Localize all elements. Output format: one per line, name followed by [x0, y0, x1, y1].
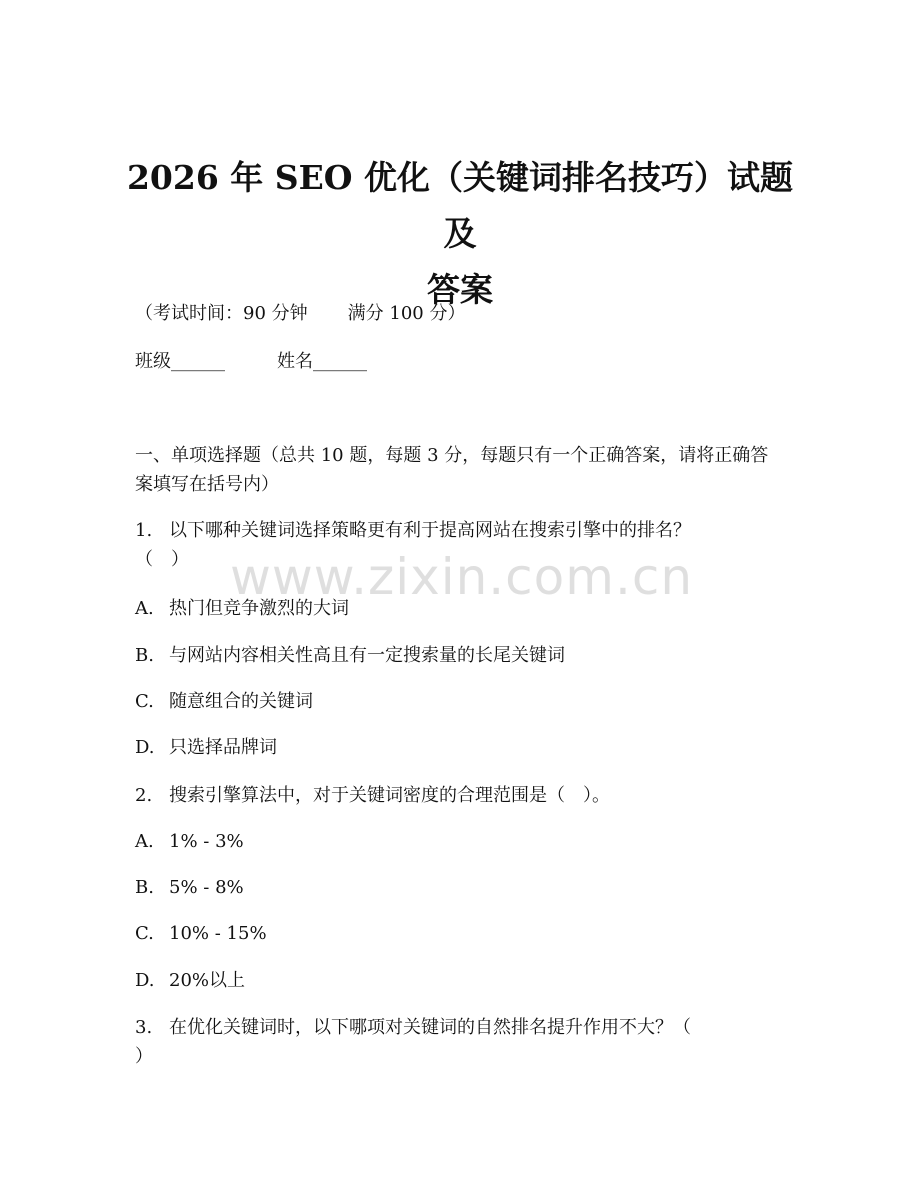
question-2: [135, 784, 610, 808]
option-letter: B.: [135, 645, 154, 666]
exam-time: （考试时间：90 分钟: [135, 303, 308, 324]
question-text: 在优化关键词时，以下哪项对关键词的自然排名提升作用不大？（: [169, 1017, 691, 1038]
section-header: 一、单项选择题（总共 10 题，每题 3 分，每题只有一个正确答案，请将正确答案填写在括号内）: [135, 445, 769, 495]
question-3: [135, 1016, 691, 1040]
title-line-2: 答案: [427, 270, 493, 309]
option-letter: B.: [135, 877, 154, 898]
page-title: [120, 150, 800, 318]
option-text: 随意组合的关键词: [169, 691, 313, 712]
option-text: 5% - 8%: [169, 877, 244, 898]
option-letter: D.: [135, 737, 155, 758]
option-text: 只选择品牌词: [169, 737, 277, 758]
question-number: 1.: [135, 520, 153, 541]
question-number: 3.: [135, 1017, 153, 1038]
question-2-option-c: [135, 922, 267, 946]
option-text: 与网站内容相关性高且有一定搜索量的长尾关键词: [169, 645, 565, 666]
option-letter: C.: [135, 923, 154, 944]
question-2-option-a: [135, 830, 244, 854]
question-1-option-c: [135, 690, 313, 714]
question-2-option-b: [135, 876, 244, 900]
option-letter: D.: [135, 970, 155, 991]
question-number: 2.: [135, 785, 153, 806]
option-text: 20%以上: [169, 970, 246, 991]
class-field-label: 班级______: [135, 351, 225, 372]
question-text: 以下哪种关键词选择策略更有利于提高网站在搜索引擎中的排名？: [169, 520, 691, 541]
option-letter: A.: [135, 598, 154, 619]
option-text: 10% - 15%: [169, 923, 267, 944]
question-1-option-b: [135, 644, 565, 668]
option-letter: A.: [135, 831, 154, 852]
full-score: 满分 100 分）: [347, 303, 466, 324]
watermark: www.zixin.com.cn: [230, 548, 694, 606]
question-1: [135, 519, 691, 543]
question-1-option-d: [135, 736, 277, 760]
option-text: 热门但竞争激烈的大词: [169, 598, 349, 619]
exam-info: [135, 302, 465, 326]
question-2-option-d: [135, 969, 245, 993]
option-text: 1% - 3%: [169, 831, 244, 852]
student-info-row: [135, 350, 367, 374]
option-letter: C.: [135, 691, 154, 712]
question-3-answer-blank: ）: [135, 1046, 153, 1067]
name-field-label: 姓名______: [277, 351, 367, 372]
question-text: 搜索引擎算法中，对于关键词密度的合理范围是（ ）。: [169, 785, 610, 806]
question-1-answer-blank: （ ）: [135, 549, 189, 570]
title-line-1: 2026 年 SEO 优化（关键词排名技巧）试题及: [126, 158, 794, 253]
